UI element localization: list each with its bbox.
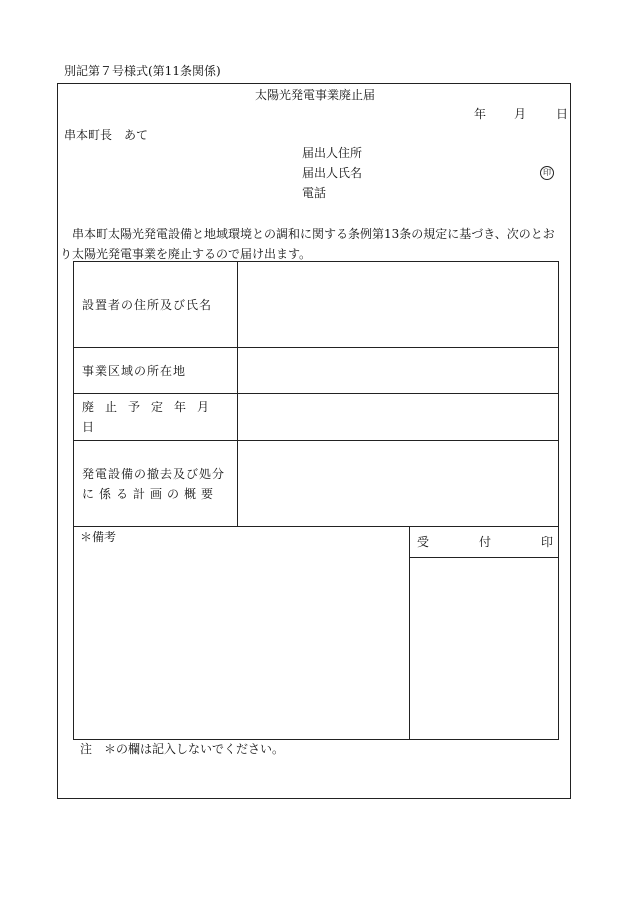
addressee: 串本町長 あて — [64, 128, 149, 142]
date-day-label: 日 — [556, 107, 569, 121]
receipt-header — [409, 526, 559, 558]
receipt-char-3: 印 — [540, 535, 553, 549]
table-row — [74, 394, 559, 441]
receipt-stamp-area — [409, 526, 559, 740]
row-label-owner: 設置者の住所及び氏名 — [74, 262, 238, 348]
table-row — [74, 441, 559, 527]
date-year-label: 年 — [474, 107, 487, 121]
footnote: 注 ＊の欄は記入しないでください。 — [80, 742, 285, 756]
table-row — [74, 262, 559, 348]
remarks-label: ＊備考 — [80, 530, 117, 544]
table-row — [74, 348, 559, 394]
row-value-owner[interactable] — [238, 262, 559, 348]
body-text: 串本町太陽光発電設備と地域環境との調和に関する条例第13条の規定に基づき、次のとおり太陽光発電事業を廃止するので届け出ます。 — [60, 227, 555, 261]
row-value-location[interactable] — [238, 348, 559, 394]
receipt-char-1: 受 — [417, 535, 430, 549]
row-label-removal-plan: 発電設備の撤去及び処分 に係る計画の概要 — [74, 441, 238, 527]
receipt-char-2: 付 — [478, 535, 491, 549]
row-value-closure-date[interactable] — [238, 394, 559, 441]
row-value-removal-plan[interactable] — [238, 441, 559, 527]
applicant-address-label: 届出人住所 — [302, 146, 363, 160]
date-month-label: 月 — [514, 107, 527, 121]
row-label-closure-date: 廃止予定年月日 — [74, 394, 238, 441]
document-title: 太陽光発電事業廃止届 — [254, 88, 375, 102]
applicant-name-label: 届出人氏名 — [302, 166, 363, 180]
application-table — [73, 261, 559, 527]
row-label-location: 事業区域の所在地 — [74, 348, 238, 394]
form-caption: 別記第７号様式(第11条関係) — [64, 64, 221, 78]
applicant-phone-label: 電話 — [302, 186, 327, 200]
seal-mark-icon: 印 — [540, 166, 554, 180]
